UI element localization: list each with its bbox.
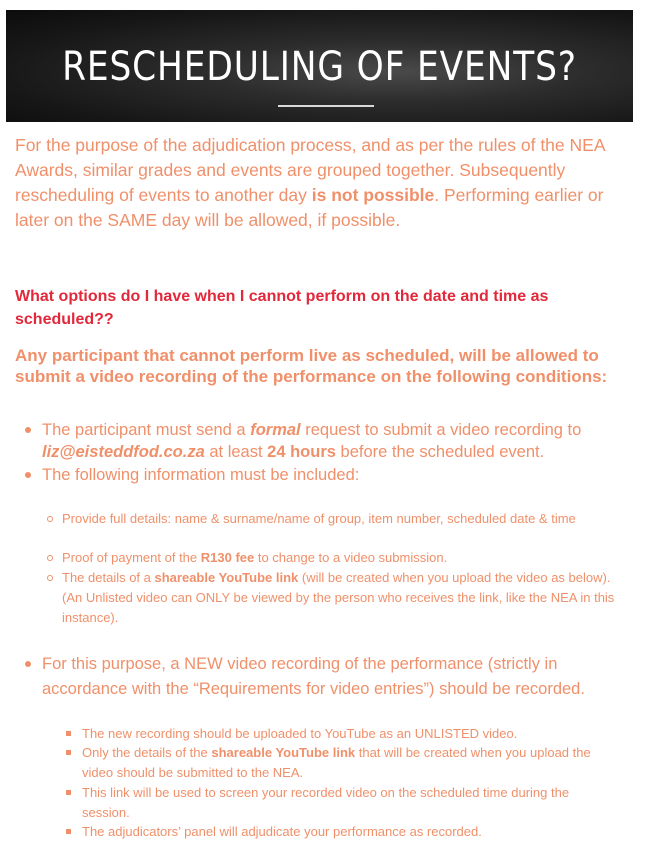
bullet-dot-icon	[25, 661, 31, 667]
square-bullet-icon	[66, 790, 71, 795]
recording-item-share-link	[66, 743, 626, 783]
recording-item-text: The new recording should be uploaded to YouTube as an UNLISTED video.	[82, 726, 518, 741]
square-bullet-icon	[66, 829, 71, 834]
info-item-text	[62, 548, 624, 568]
intro-emphasis: is not possible	[311, 185, 435, 205]
bullet-text: The following information must be included:	[42, 466, 360, 484]
share-text-after: that will be created when you upload the video should be submitted to the NEA.	[82, 745, 591, 780]
payment-text-after: to change to a video submission.	[254, 550, 448, 565]
link-text-after: (will be created when you upload the video as below). (An Unlisted video can ONLY be viewed by the person who receives the link, like the NEA in this instance).	[62, 570, 615, 625]
bullet-information-required	[22, 464, 622, 486]
intro-paragraph	[15, 133, 625, 233]
recording-item-adjudication	[66, 822, 626, 842]
question-heading: What options do I have when I cannot perform on the date and time as scheduled??	[15, 288, 549, 328]
bullet-dot-icon	[25, 427, 31, 433]
recording-item-text	[82, 743, 610, 783]
square-bullet-icon	[66, 731, 71, 736]
circle-bullet-icon	[47, 555, 53, 561]
info-item-payment	[46, 548, 626, 568]
info-item-details	[46, 509, 626, 549]
share-text-before: Only the details of the	[82, 745, 212, 760]
info-item-youtube-link	[46, 568, 626, 628]
bullet-new-recording	[22, 652, 622, 722]
bullet-text	[42, 419, 622, 463]
link-text-before: The details of a	[62, 570, 155, 585]
share-link-emphasis: shareable YouTube link	[211, 745, 356, 760]
header-banner	[6, 10, 633, 122]
page-title: RESCHEDULING OF EVENTS?	[62, 44, 577, 90]
info-item-text: Provide full details: name & surname/name of group, item number, scheduled date & time	[62, 511, 576, 526]
bullet-formal-request	[22, 419, 622, 463]
recording-item-upload	[66, 724, 626, 744]
payment-text-before: Proof of payment of the	[62, 550, 201, 565]
bullet-dot-icon	[25, 472, 31, 478]
email-address: liz@eisteddfod.co.za	[42, 443, 205, 461]
recording-item-text: The adjudicators’ panel will adjudicate your performance as recorded.	[82, 824, 482, 839]
link-emphasis: shareable YouTube link	[154, 570, 299, 585]
circle-bullet-icon	[47, 575, 53, 581]
bullet-text: For this purpose, a NEW video recording of the performance (strictly in accordance with the “Requirements for video entries”) should be recorded.	[42, 655, 585, 698]
circle-bullet-icon	[47, 516, 53, 522]
bullet1-part3: at least	[204, 443, 268, 461]
bullet1-part4: before the scheduled event.	[335, 443, 545, 461]
conditions-heading: Any participant that cannot perform live as scheduled, will be allowed to submit a video recording of the performance on the following conditions:	[15, 346, 608, 386]
bullet1-part1: The participant must send a	[42, 421, 251, 439]
title-underline	[278, 105, 374, 107]
info-item-text	[62, 568, 624, 628]
recording-item-text: This link will be used to screen your recorded video on the scheduled time during the session.	[82, 785, 570, 820]
intro-text-before: For the purpose of the adjudication process, and as per the rules of the NEA Awards, similar grades and events are grouped together. Subsequently rescheduling of events to another day	[15, 135, 605, 205]
intro-text-after: . Performing earlier or later on the SAME day will be allowed, if possible.	[15, 185, 604, 230]
fee-emphasis: R130 fee	[200, 550, 255, 565]
recording-item-screening	[66, 783, 626, 823]
bullet1-part2: request to submit a video recording to	[300, 421, 582, 439]
square-bullet-icon	[66, 750, 71, 755]
hours-emphasis: 24 hours	[267, 443, 336, 461]
formal-emphasis: formal	[250, 421, 301, 439]
